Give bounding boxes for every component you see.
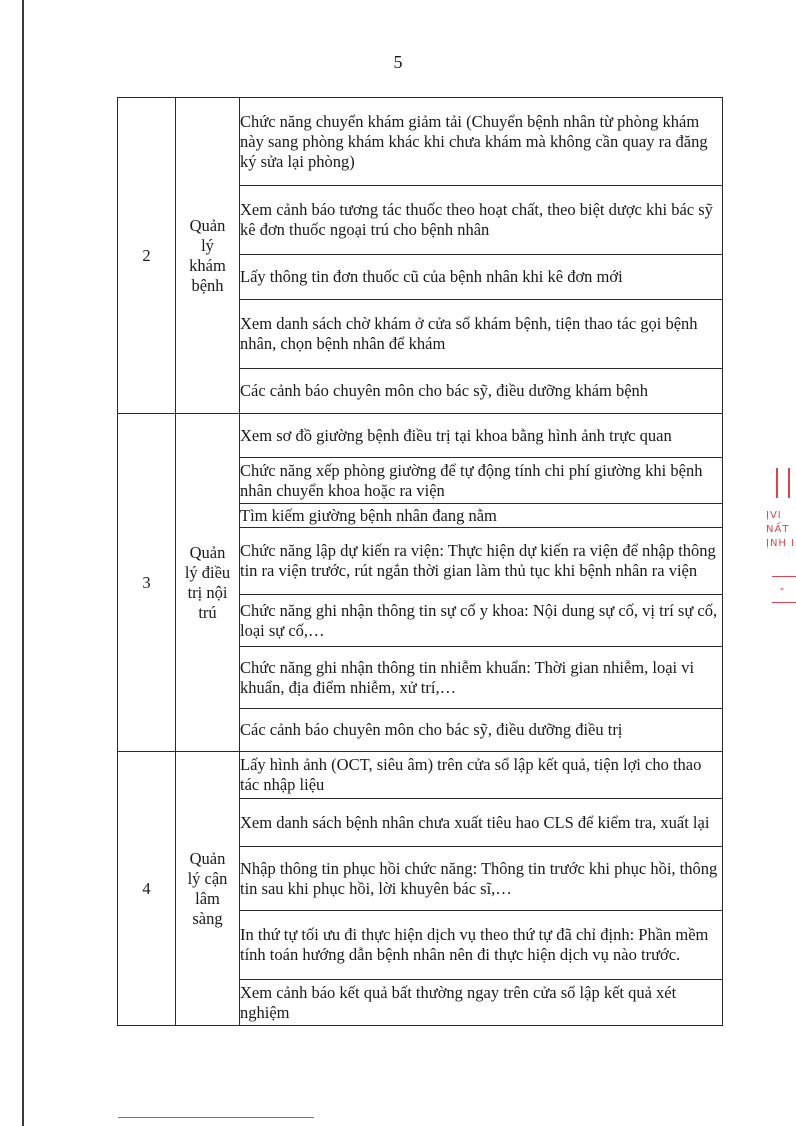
table-row: [118, 98, 723, 186]
group-name-line: lâm: [195, 888, 220, 908]
stamp-fragment-text: NẤT: [766, 524, 790, 535]
group-name-line: trị nội: [187, 582, 228, 602]
group-name-line: Quản: [189, 848, 226, 868]
stamp-fragment-text: ỊVI: [766, 510, 782, 521]
feature-description: In thứ tự tối ưu đi thực hiện dịch vụ theo thứ tự đã chỉ định: Phần mềm tính toán hướng dẫn bệnh nhân nên đi thực hiện dịch vụ nào trước.: [240, 911, 723, 980]
group-name: [176, 98, 240, 414]
group-name-line: trú: [198, 602, 217, 622]
group-name-line: lý điều: [184, 562, 231, 582]
binding-edge-line: [22, 0, 24, 1126]
table-row: [118, 752, 723, 799]
feature-description: Chức năng ghi nhận thông tin sự cố y khoa: Nội dung sự cố, vị trí sự cố, loại sự cố,…: [240, 595, 723, 647]
group-name-line: lý cận: [187, 868, 228, 888]
feature-description: Chức năng lập dự kiến ra viện: Thực hiện dự kiến ra viện để nhập thông tin ra viện trước, rút ngắn thời gian làm thủ tục khi bệnh nhân ra viện: [240, 528, 723, 595]
feature-description: Chức năng ghi nhận thông tin nhiễm khuẩn: Thời gian nhiễm, loại vi khuẩn, địa điểm nhiễm, xử trí,…: [240, 647, 723, 709]
stamp-fragment-bars: [772, 468, 796, 502]
page-number: 5: [393, 52, 403, 72]
feature-description: Các cảnh báo chuyên môn cho bác sỹ, điều dưỡng khám bệnh: [240, 369, 723, 414]
feature-table: [117, 97, 723, 1026]
feature-description: Lấy hình ảnh (OCT, siêu âm) trên cửa sổ lập kết quả, tiện lợi cho thao tác nhập liệu: [240, 752, 723, 799]
feature-description: Tìm kiếm giường bệnh nhân đang nằm: [240, 504, 723, 528]
group-name-line: Quản: [189, 215, 226, 235]
stamp-fragment-star: *: [770, 574, 796, 606]
footnote-separator: [118, 1117, 314, 1118]
row-number: 2: [118, 98, 176, 414]
feature-description: Xem cảnh báo kết quả bất thường ngay trên cửa sổ lập kết quả xét nghiệm: [240, 980, 723, 1026]
feature-description: Xem sơ đồ giường bệnh điều trị tại khoa bằng hình ảnh trực quan: [240, 414, 723, 458]
group-name-line: Quản: [189, 542, 226, 562]
feature-description: Xem danh sách bệnh nhân chưa xuất tiêu hao CLS để kiểm tra, xuất lại: [240, 799, 723, 847]
group-name: [176, 414, 240, 752]
group-name-line: sàng: [192, 908, 223, 928]
feature-description: Lấy thông tin đơn thuốc cũ của bệnh nhân khi kê đơn mới: [240, 255, 723, 300]
stamp-fragment-text: ỊNH I: [766, 538, 796, 549]
feature-description: Xem cảnh báo tương tác thuốc theo hoạt chất, theo biệt dược khi bác sỹ kê đơn thuốc ngoại trú cho bệnh nhân: [240, 186, 723, 255]
feature-description: Các cảnh báo chuyên môn cho bác sỹ, điều dưỡng điều trị: [240, 709, 723, 752]
group-name-line: lý: [201, 235, 214, 255]
feature-description: Chức năng chuyển khám giảm tải (Chuyển bệnh nhân từ phòng khám này sang phòng khám khác khi chưa khám mà không cần quay ra đăng ký sửa lại phòng): [240, 98, 723, 186]
table-row: [118, 414, 723, 458]
group-name: [176, 752, 240, 1026]
row-number: 3: [118, 414, 176, 752]
row-number: 4: [118, 752, 176, 1026]
group-name-line: khám: [189, 255, 226, 275]
feature-description: Chức năng xếp phòng giường để tự động tính chi phí giường khi bệnh nhân chuyển khoa hoặc ra viện: [240, 458, 723, 504]
feature-description: Xem danh sách chờ khám ở cửa sổ khám bệnh, tiện thao tác gọi bệnh nhân, chọn bệnh nhân để khám: [240, 300, 723, 369]
group-name-line: bệnh: [191, 275, 224, 295]
feature-description: Nhập thông tin phục hồi chức năng: Thông tin trước khi phục hồi, thông tin sau khi phục hồi, lời khuyên bác sĩ,…: [240, 847, 723, 911]
